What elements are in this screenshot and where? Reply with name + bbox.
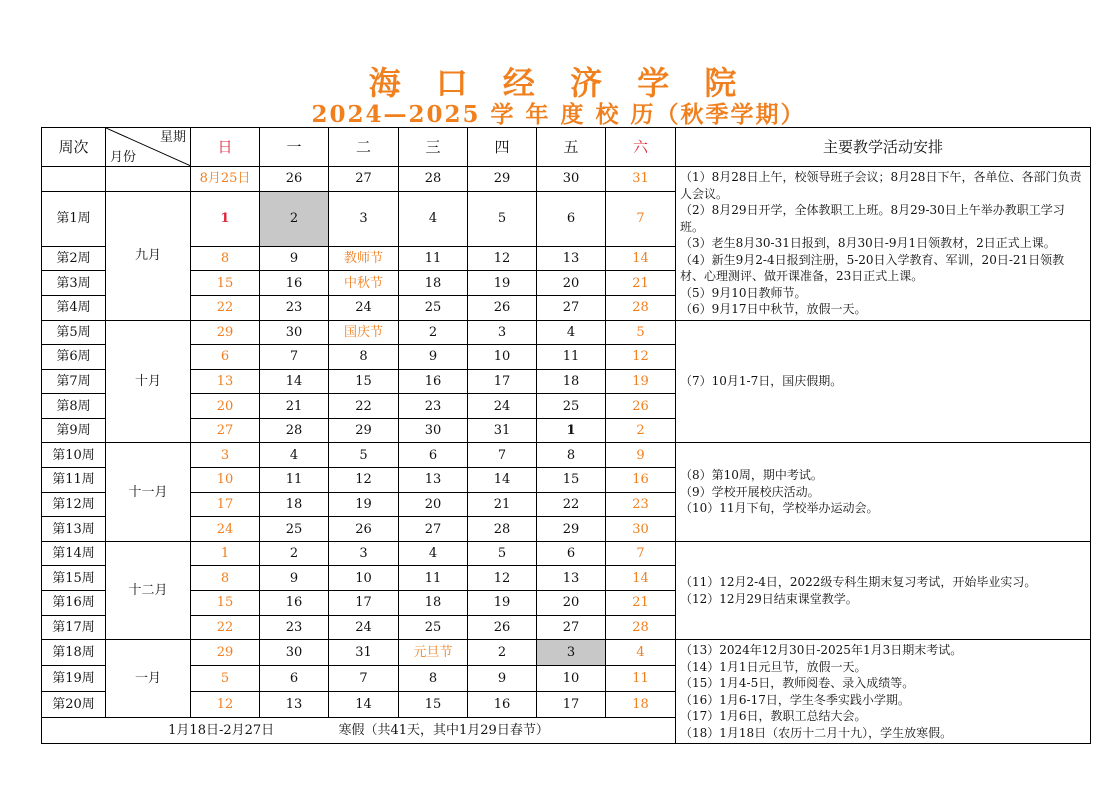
activity-notes-jan — [676, 640, 1091, 744]
winter-break-range: 1月18日-2月27日 — [168, 723, 275, 739]
day-cell: 17 — [329, 591, 399, 616]
day-cell: 2 — [260, 191, 329, 246]
week-row — [42, 541, 1091, 566]
day-cell: 11 — [606, 666, 676, 692]
day-cell: 8 — [537, 443, 606, 468]
day-cell: 26 — [468, 295, 537, 320]
day-cell: 23 — [606, 492, 676, 517]
day-cell: 23 — [260, 615, 329, 640]
week-number: 第10周 — [42, 443, 106, 468]
day-cell: 11 — [399, 566, 468, 591]
day-cell: 2 — [399, 320, 468, 345]
activity-notes-dec — [676, 541, 1091, 639]
day-cell: 12 — [329, 468, 399, 493]
day-cell: 15 — [191, 591, 260, 616]
header-day-sat: 六 — [606, 128, 676, 167]
day-cell: 13 — [191, 369, 260, 394]
day-cell: 7 — [606, 541, 676, 566]
day-cell: 25 — [399, 615, 468, 640]
day-cell: 24 — [468, 394, 537, 419]
day-cell: 8 — [329, 345, 399, 370]
day-cell: 7 — [468, 443, 537, 468]
day-cell: 31 — [329, 640, 399, 666]
header-row — [42, 128, 1091, 167]
day-cell: 4 — [399, 191, 468, 246]
activity-note: （10）11月下旬，学校举办运动会。 — [680, 501, 879, 516]
activity-note: （15）1月4-5日，教师阅卷、录入成绩等。 — [680, 676, 915, 691]
day-cell: 31 — [606, 167, 676, 192]
activity-note: （7）10月1-7日，国庆假期。 — [680, 374, 843, 389]
week-number: 第8周 — [42, 394, 106, 419]
day-cell: 7 — [260, 345, 329, 370]
day-cell: 20 — [537, 591, 606, 616]
day-cell: 10 — [468, 345, 537, 370]
day-cell: 8 — [191, 246, 260, 271]
activity-notes-nov — [676, 443, 1091, 541]
day-cell: 5 — [191, 666, 260, 692]
day-cell: 30 — [399, 418, 468, 443]
school-title: 海 口 经 济 学 院 — [368, 64, 749, 102]
day-cell: 28 — [399, 167, 468, 192]
day-cell: 24 — [329, 615, 399, 640]
week-number: 第19周 — [42, 666, 106, 692]
week-number: 第17周 — [42, 615, 106, 640]
day-cell: 12 — [191, 692, 260, 718]
week-number: 第20周 — [42, 692, 106, 718]
day-cell: 4 — [399, 541, 468, 566]
day-cell: 12 — [468, 246, 537, 271]
day-cell: 8 — [191, 566, 260, 591]
day-cell: 11 — [260, 468, 329, 493]
day-cell: 6 — [537, 541, 606, 566]
day-cell: 国庆节 — [329, 320, 399, 345]
month-cell: 十月 — [106, 320, 191, 443]
header-day-thu: 四 — [468, 128, 537, 167]
day-cell: 10 — [537, 666, 606, 692]
day-cell: 22 — [537, 492, 606, 517]
day-cell: 3 — [329, 541, 399, 566]
day-cell: 31 — [468, 418, 537, 443]
day-cell: 5 — [468, 191, 537, 246]
day-cell: 13 — [260, 692, 329, 718]
school-calendar-table — [41, 127, 1091, 744]
header-day-fri: 五 — [537, 128, 606, 167]
header-notes: 主要教学活动安排 — [676, 128, 1091, 167]
week-number: 第7周 — [42, 369, 106, 394]
winter-break-cell — [42, 718, 676, 744]
week-number: 第9周 — [42, 418, 106, 443]
day-cell: 6 — [537, 191, 606, 246]
activity-note: （14）1月1日元旦节，放假一天。 — [680, 659, 867, 674]
day-cell: 教师节 — [329, 246, 399, 271]
day-cell: 15 — [329, 369, 399, 394]
day-cell: 27 — [537, 615, 606, 640]
weekday-label: 星期 — [159, 130, 186, 145]
week-number: 第3周 — [42, 271, 106, 296]
day-cell: 17 — [537, 692, 606, 718]
day-cell: 13 — [537, 246, 606, 271]
day-cell: 4 — [260, 443, 329, 468]
day-cell: 26 — [329, 517, 399, 542]
day-cell: 8月25日 — [191, 167, 260, 192]
day-cell: 18 — [537, 369, 606, 394]
day-cell: 17 — [191, 492, 260, 517]
week-number: 第18周 — [42, 640, 106, 666]
day-cell: 15 — [537, 468, 606, 493]
week-number: 第11周 — [42, 468, 106, 493]
day-cell: 14 — [606, 246, 676, 271]
activity-note: （9）学校开展校庆活动。 — [680, 484, 820, 499]
day-cell: 16 — [260, 271, 329, 296]
day-cell: 16 — [260, 591, 329, 616]
day-cell: 30 — [537, 167, 606, 192]
week-number: 第14周 — [42, 541, 106, 566]
day-cell: 2 — [606, 418, 676, 443]
day-cell: 2 — [260, 541, 329, 566]
day-cell: 20 — [191, 394, 260, 419]
day-cell: 29 — [191, 320, 260, 345]
day-cell: 18 — [606, 692, 676, 718]
day-cell: 15 — [399, 692, 468, 718]
day-cell: 11 — [399, 246, 468, 271]
day-cell: 22 — [191, 295, 260, 320]
day-cell: 19 — [468, 271, 537, 296]
day-cell: 23 — [399, 394, 468, 419]
day-cell: 26 — [468, 615, 537, 640]
day-cell: 25 — [260, 517, 329, 542]
day-cell: 26 — [606, 394, 676, 419]
week-number: 第6周 — [42, 345, 106, 370]
activity-note: （6）9月17日中秋节，放假一天。 — [680, 302, 867, 316]
day-cell: 26 — [260, 167, 329, 192]
calendar-subtitle: 2024—2025 学 年 度 校 历（秋季学期） — [311, 101, 806, 128]
day-cell: 5 — [329, 443, 399, 468]
day-cell: 14 — [260, 369, 329, 394]
day-cell: 28 — [468, 517, 537, 542]
day-cell: 4 — [537, 320, 606, 345]
activity-note: （17）1月6日，教职工总结大会。 — [680, 709, 867, 724]
day-cell: 9 — [468, 666, 537, 692]
day-cell: 11 — [537, 345, 606, 370]
day-cell: 14 — [606, 566, 676, 591]
week-number: 第5周 — [42, 320, 106, 345]
week-row — [42, 167, 1091, 192]
day-cell: 1 — [191, 191, 260, 246]
header-corner — [106, 128, 191, 167]
day-cell: 9 — [260, 566, 329, 591]
month-cell: 一月 — [106, 640, 191, 718]
activity-notes-oct — [676, 320, 1091, 443]
day-cell: 1 — [191, 541, 260, 566]
day-cell: 27 — [191, 418, 260, 443]
day-cell: 23 — [260, 295, 329, 320]
activity-note: （12）12月29日结束课堂教学。 — [680, 591, 858, 606]
day-cell: 18 — [399, 271, 468, 296]
day-cell: 2 — [468, 640, 537, 666]
day-cell: 28 — [606, 295, 676, 320]
day-cell: 14 — [468, 468, 537, 493]
day-cell: 12 — [468, 566, 537, 591]
week-number: 第16周 — [42, 591, 106, 616]
day-cell: 3 — [537, 640, 606, 666]
month-label: 月份 — [110, 150, 137, 165]
week-number: 第2周 — [42, 246, 106, 271]
day-cell: 7 — [606, 191, 676, 246]
day-cell: 元旦节 — [399, 640, 468, 666]
day-cell: 25 — [399, 295, 468, 320]
day-cell: 29 — [468, 167, 537, 192]
week-row — [42, 640, 1091, 666]
activity-note: （18）1月18日（农历十二月十九），学生放寒假。 — [680, 725, 953, 740]
day-cell: 29 — [329, 418, 399, 443]
day-cell: 21 — [606, 591, 676, 616]
header-day-wed: 三 — [399, 128, 468, 167]
day-cell: 13 — [399, 468, 468, 493]
activity-note: （11）12月2-4日，2022级专科生期末复习考试，开始毕业实习。 — [680, 575, 1037, 590]
day-cell: 10 — [329, 566, 399, 591]
day-cell: 16 — [468, 692, 537, 718]
day-cell: 22 — [329, 394, 399, 419]
day-cell: 29 — [191, 640, 260, 666]
day-cell: 8 — [399, 666, 468, 692]
header-day-mon: 一 — [260, 128, 329, 167]
day-cell: 6 — [399, 443, 468, 468]
week-row — [42, 320, 1091, 345]
day-cell: 3 — [329, 191, 399, 246]
day-cell: 9 — [260, 246, 329, 271]
day-cell: 3 — [468, 320, 537, 345]
day-cell: 27 — [537, 295, 606, 320]
activity-note: （8）第10周，期中考试。 — [680, 468, 823, 483]
day-cell: 27 — [329, 167, 399, 192]
week-number — [42, 167, 106, 192]
winter-break-desc: 寒假（共41天，其中1月29日春节） — [338, 723, 549, 739]
week-number: 第15周 — [42, 566, 106, 591]
day-cell: 7 — [329, 666, 399, 692]
day-cell: 21 — [606, 271, 676, 296]
week-number: 第13周 — [42, 517, 106, 542]
month-cell: 十二月 — [106, 541, 191, 639]
day-cell: 中秋节 — [329, 271, 399, 296]
day-cell: 18 — [399, 591, 468, 616]
day-cell: 21 — [260, 394, 329, 419]
day-cell: 28 — [606, 615, 676, 640]
day-cell: 20 — [399, 492, 468, 517]
day-cell: 24 — [191, 517, 260, 542]
week-number: 第4周 — [42, 295, 106, 320]
activity-note: （16）1月6-17日，学生冬季实践小学期。 — [680, 692, 910, 707]
day-cell: 6 — [191, 345, 260, 370]
day-cell: 9 — [606, 443, 676, 468]
day-cell: 18 — [260, 492, 329, 517]
day-cell: 19 — [606, 369, 676, 394]
day-cell: 12 — [606, 345, 676, 370]
day-cell: 30 — [260, 320, 329, 345]
day-cell: 20 — [537, 271, 606, 296]
day-cell: 17 — [468, 369, 537, 394]
activity-note: （4）新生9月2-4日报到注册，5-20日入学教育、军训，20日-21日领教材、心理测评、做开课准备，23日正式上课。 — [680, 252, 1065, 283]
activity-note: （1）8月28日上午，校领导班子会议；8月28日下午，各单位、各部门负责人会议。 — [680, 170, 1082, 201]
day-cell: 15 — [191, 271, 260, 296]
day-cell: 5 — [606, 320, 676, 345]
activity-note: （3）老生8月30-31日报到，8月30日-9月1日领教材，2日正式上课。 — [680, 236, 1056, 250]
day-cell: 24 — [329, 295, 399, 320]
activity-notes-sep — [676, 167, 1091, 321]
day-cell: 13 — [537, 566, 606, 591]
header-day-tue: 二 — [329, 128, 399, 167]
day-cell: 28 — [260, 418, 329, 443]
day-cell: 4 — [606, 640, 676, 666]
day-cell: 1 — [537, 418, 606, 443]
day-cell: 16 — [606, 468, 676, 493]
header-week: 周次 — [42, 128, 106, 167]
week-row — [42, 443, 1091, 468]
month-cell: 九月 — [106, 191, 191, 320]
week-number: 第1周 — [42, 191, 106, 246]
day-cell: 22 — [191, 615, 260, 640]
day-cell: 29 — [537, 517, 606, 542]
day-cell: 5 — [468, 541, 537, 566]
day-cell: 30 — [606, 517, 676, 542]
activity-note: （13）2024年12月30日-2025年1月3日期末考试。 — [680, 643, 963, 658]
day-cell: 21 — [468, 492, 537, 517]
day-cell: 6 — [260, 666, 329, 692]
week-number: 第12周 — [42, 492, 106, 517]
day-cell: 19 — [329, 492, 399, 517]
activity-note: （2）8月29日开学，全体教职工上班。8月29-30日上午举办教职工学习班。 — [680, 203, 1065, 234]
day-cell: 19 — [468, 591, 537, 616]
day-cell: 3 — [191, 443, 260, 468]
day-cell: 9 — [399, 345, 468, 370]
header-day-sun: 日 — [191, 128, 260, 167]
day-cell: 10 — [191, 468, 260, 493]
day-cell: 14 — [329, 692, 399, 718]
day-cell: 16 — [399, 369, 468, 394]
month-empty — [106, 167, 191, 192]
day-cell: 25 — [537, 394, 606, 419]
activity-note: （5）9月10日教师节。 — [680, 285, 807, 300]
day-cell: 27 — [399, 517, 468, 542]
day-cell: 30 — [260, 640, 329, 666]
month-cell: 十一月 — [106, 443, 191, 541]
